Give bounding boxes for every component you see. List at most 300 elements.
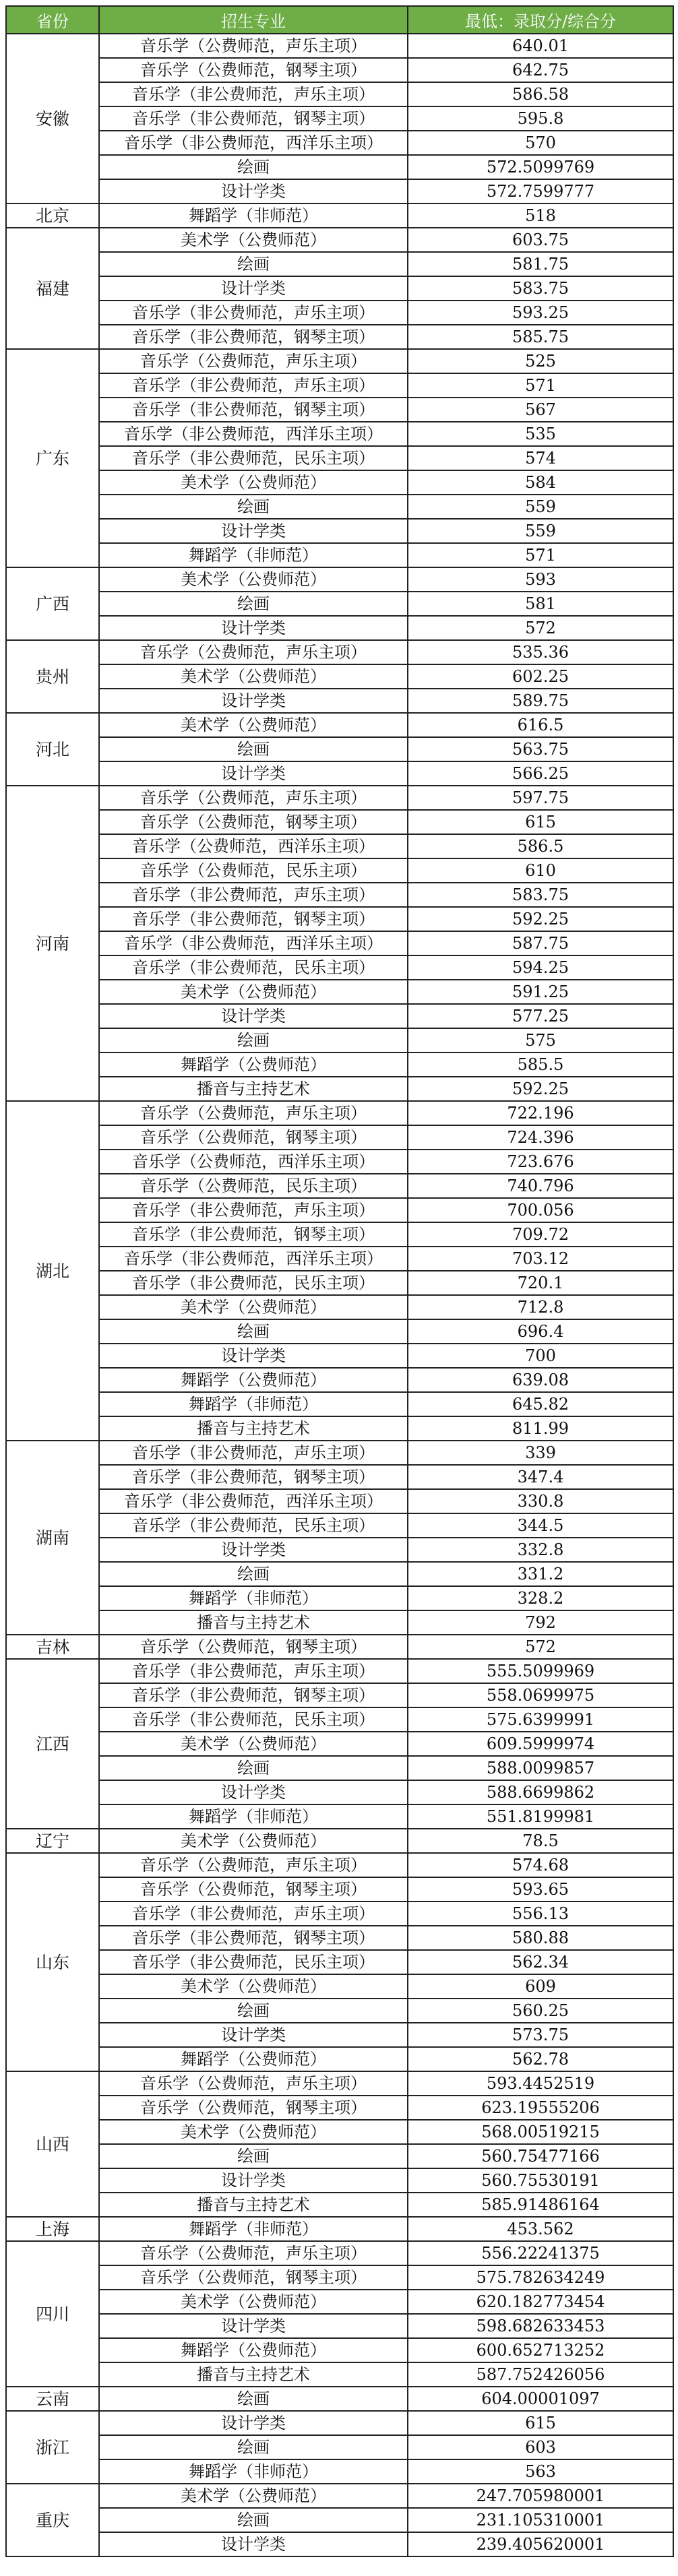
score-cell: 792 (408, 1610, 673, 1635)
major-cell: 音乐学（非公费师范，西洋乐主项） (99, 422, 408, 446)
score-cell: 556.22241375 (408, 2241, 673, 2265)
major-cell: 音乐学（非公费师范，民乐主项） (99, 1950, 408, 1974)
major-cell: 音乐学（公费师范，声乐主项） (99, 1101, 408, 1125)
major-cell: 设计学类 (99, 1538, 408, 1562)
score-cell: 592.25 (408, 1077, 673, 1101)
table-row (6, 1562, 673, 1586)
province-cell: 湖北 (6, 1101, 99, 1441)
major-cell: 绘画 (99, 2387, 408, 2411)
major-cell: 播音与主持艺术 (99, 1610, 408, 1635)
table-row (6, 301, 673, 325)
table-row (6, 1247, 673, 1271)
table-row (6, 955, 673, 980)
major-cell: 音乐学（公费师范，西洋乐主项） (99, 1150, 408, 1174)
major-cell: 美术学（公费师范） (99, 1295, 408, 1319)
major-cell: 音乐学（公费师范，钢琴主项） (99, 1877, 408, 1902)
major-cell: 音乐学（非公费师范，钢琴主项） (99, 325, 408, 349)
major-cell: 设计学类 (99, 276, 408, 301)
major-cell: 音乐学（公费师范，声乐主项） (99, 2071, 408, 2096)
major-cell: 音乐学（非公费师范，声乐主项） (99, 1441, 408, 1465)
score-cell: 567 (408, 398, 673, 422)
major-cell: 舞蹈学（非师范） (99, 2459, 408, 2484)
major-cell: 舞蹈学（非师范） (99, 2217, 408, 2241)
major-cell: 舞蹈学（公费师范） (99, 2338, 408, 2362)
major-cell: 音乐学（非公费师范，民乐主项） (99, 1271, 408, 1295)
score-cell: 562.34 (408, 1950, 673, 1974)
score-cell: 597.75 (408, 786, 673, 810)
table-row (6, 2435, 673, 2459)
score-cell: 589.75 (408, 689, 673, 713)
score-cell: 571 (408, 373, 673, 398)
table-row (6, 398, 673, 422)
major-cell: 绘画 (99, 1756, 408, 1780)
score-cell: 572 (408, 616, 673, 640)
province-cell: 浙江 (6, 2411, 99, 2484)
province-cell: 重庆 (6, 2484, 99, 2556)
major-cell: 音乐学（非公费师范，钢琴主项） (99, 1683, 408, 1707)
province-cell: 山西 (6, 2071, 99, 2217)
table-row (6, 106, 673, 131)
major-cell: 音乐学（公费师范，声乐主项） (99, 349, 408, 373)
table-row (6, 179, 673, 203)
score-cell: 639.08 (408, 1368, 673, 1392)
score-cell: 344.5 (408, 1513, 673, 1538)
major-cell: 音乐学（公费师范，民乐主项） (99, 858, 408, 883)
table-row (6, 1368, 673, 1392)
score-cell: 640.01 (408, 34, 673, 58)
major-cell: 音乐学（非公费师范，钢琴主项） (99, 106, 408, 131)
table-row (6, 2071, 673, 2096)
major-cell: 舞蹈学（非师范） (99, 1392, 408, 1416)
score-cell: 556.13 (408, 1902, 673, 1926)
major-cell: 音乐学（公费师范，钢琴主项） (99, 2265, 408, 2290)
table-row (6, 1586, 673, 1610)
score-cell: 603 (408, 2435, 673, 2459)
major-cell: 绘画 (99, 2144, 408, 2168)
province-cell: 河北 (6, 713, 99, 786)
table-row (6, 883, 673, 907)
score-cell: 740.796 (408, 1174, 673, 1198)
table-row (6, 1392, 673, 1416)
score-cell: 720.1 (408, 1271, 673, 1295)
table-row (6, 1271, 673, 1295)
score-cell: 581 (408, 592, 673, 616)
major-cell: 音乐学（非公费师范，西洋乐主项） (99, 131, 408, 155)
score-cell: 560.75477166 (408, 2144, 673, 2168)
admission-score-table-container (5, 5, 673, 2557)
score-cell: 78.5 (408, 1829, 673, 1853)
score-cell: 722.196 (408, 1101, 673, 1125)
score-cell: 563.75 (408, 737, 673, 761)
table-row (6, 2411, 673, 2435)
score-cell: 700 (408, 1344, 673, 1368)
major-cell: 舞蹈学（公费师范） (99, 1053, 408, 1077)
major-cell: 音乐学（非公费师范，西洋乐主项） (99, 1247, 408, 1271)
major-cell: 绘画 (99, 737, 408, 761)
table-row (6, 1610, 673, 1635)
score-cell: 602.25 (408, 664, 673, 689)
table-row (6, 2193, 673, 2217)
table-row (6, 2532, 673, 2556)
major-cell: 舞蹈学（公费师范） (99, 2047, 408, 2071)
table-row (6, 1659, 673, 1683)
major-cell: 音乐学（非公费师范，声乐主项） (99, 301, 408, 325)
table-row (6, 2362, 673, 2387)
table-row (6, 1028, 673, 1053)
table-row (6, 2290, 673, 2314)
score-cell: 328.2 (408, 1586, 673, 1610)
table-row (6, 131, 673, 155)
score-cell: 585.75 (408, 325, 673, 349)
table-body (6, 34, 673, 2556)
province-cell: 贵州 (6, 640, 99, 713)
table-row (6, 810, 673, 834)
table-row (6, 1853, 673, 1877)
score-cell: 642.75 (408, 58, 673, 82)
table-row (6, 1053, 673, 1077)
score-cell: 609 (408, 1974, 673, 1999)
major-cell: 设计学类 (99, 2023, 408, 2047)
table-row (6, 1829, 673, 1853)
header-major: 招生专业 (99, 6, 408, 34)
admission-score-table (5, 5, 674, 2557)
table-row (6, 276, 673, 301)
score-cell: 587.752426056 (408, 2362, 673, 2387)
major-cell: 音乐学（非公费师范，声乐主项） (99, 1198, 408, 1222)
major-cell: 绘画 (99, 1319, 408, 1344)
score-cell: 600.652713252 (408, 2338, 673, 2362)
table-row (6, 1780, 673, 1804)
score-cell: 696.4 (408, 1319, 673, 1344)
major-cell: 设计学类 (99, 179, 408, 203)
score-cell: 247.705980001 (408, 2484, 673, 2508)
major-cell: 美术学（公费师范） (99, 228, 408, 252)
table-row (6, 931, 673, 955)
table-row (6, 1150, 673, 1174)
score-cell: 603.75 (408, 228, 673, 252)
major-cell: 音乐学（公费师范，声乐主项） (99, 1853, 408, 1877)
table-row (6, 616, 673, 640)
table-row (6, 1077, 673, 1101)
table-row (6, 1513, 673, 1538)
score-cell: 588.0099857 (408, 1756, 673, 1780)
major-cell: 美术学（公费师范） (99, 1829, 408, 1853)
score-cell: 581.75 (408, 252, 673, 276)
score-cell: 568.00519215 (408, 2120, 673, 2144)
table-row (6, 446, 673, 470)
score-cell: 571 (408, 543, 673, 567)
major-cell: 舞蹈学（非师范） (99, 203, 408, 228)
table-row (6, 1101, 673, 1125)
score-cell: 231.105310001 (408, 2508, 673, 2532)
major-cell: 设计学类 (99, 2168, 408, 2193)
table-row (6, 664, 673, 689)
score-cell: 615 (408, 2411, 673, 2435)
table-row (6, 1489, 673, 1513)
score-cell: 620.182773454 (408, 2290, 673, 2314)
table-row (6, 252, 673, 276)
major-cell: 绘画 (99, 1028, 408, 1053)
score-cell: 615 (408, 810, 673, 834)
score-cell: 583.75 (408, 276, 673, 301)
major-cell: 设计学类 (99, 519, 408, 543)
major-cell: 音乐学（公费师范，钢琴主项） (99, 1635, 408, 1659)
major-cell: 音乐学（非公费师范，钢琴主项） (99, 1222, 408, 1247)
major-cell: 绘画 (99, 1562, 408, 1586)
table-row (6, 2508, 673, 2532)
score-cell: 558.0699975 (408, 1683, 673, 1707)
score-cell: 566.25 (408, 761, 673, 786)
table-row (6, 858, 673, 883)
score-cell: 574 (408, 446, 673, 470)
major-cell: 美术学（公费师范） (99, 1974, 408, 1999)
score-cell: 339 (408, 1441, 673, 1465)
score-cell: 580.88 (408, 1926, 673, 1950)
major-cell: 设计学类 (99, 2532, 408, 2556)
score-cell: 598.682633453 (408, 2314, 673, 2338)
score-cell: 587.75 (408, 931, 673, 955)
major-cell: 设计学类 (99, 761, 408, 786)
table-row (6, 519, 673, 543)
major-cell: 美术学（公费师范） (99, 2120, 408, 2144)
score-cell: 535 (408, 422, 673, 446)
major-cell: 播音与主持艺术 (99, 2362, 408, 2387)
score-cell: 572 (408, 1635, 673, 1659)
table-row (6, 1295, 673, 1319)
province-cell: 上海 (6, 2217, 99, 2241)
score-cell: 594.25 (408, 955, 673, 980)
score-cell: 573.75 (408, 2023, 673, 2047)
header-province: 省份 (6, 6, 99, 34)
score-cell: 811.99 (408, 1416, 673, 1441)
score-cell: 593.4452519 (408, 2071, 673, 2096)
table-row (6, 1538, 673, 1562)
score-cell: 586.58 (408, 82, 673, 106)
table-row (6, 34, 673, 58)
score-cell: 525 (408, 349, 673, 373)
table-row (6, 1635, 673, 1659)
province-cell: 辽宁 (6, 1829, 99, 1853)
major-cell: 音乐学（公费师范，声乐主项） (99, 2241, 408, 2265)
table-row (6, 1683, 673, 1707)
major-cell: 音乐学（非公费师范，民乐主项） (99, 1707, 408, 1732)
major-cell: 音乐学（非公费师范，民乐主项） (99, 446, 408, 470)
score-cell: 609.5999974 (408, 1732, 673, 1756)
major-cell: 音乐学（非公费师范，声乐主项） (99, 1902, 408, 1926)
major-cell: 美术学（公费师范） (99, 664, 408, 689)
major-cell: 舞蹈学（公费师范） (99, 1368, 408, 1392)
score-cell: 574.68 (408, 1853, 673, 1877)
major-cell: 音乐学（公费师范，声乐主项） (99, 34, 408, 58)
province-cell: 广西 (6, 567, 99, 640)
province-cell: 四川 (6, 2241, 99, 2387)
table-row (6, 228, 673, 252)
score-cell: 575.6399991 (408, 1707, 673, 1732)
table-row (6, 1707, 673, 1732)
table-row (6, 495, 673, 519)
major-cell: 美术学（公费师范） (99, 980, 408, 1004)
table-row (6, 834, 673, 858)
score-cell: 559 (408, 519, 673, 543)
table-row (6, 1198, 673, 1222)
table-row (6, 2459, 673, 2484)
major-cell: 绘画 (99, 2435, 408, 2459)
major-cell: 播音与主持艺术 (99, 2193, 408, 2217)
major-cell: 设计学类 (99, 616, 408, 640)
table-row (6, 2096, 673, 2120)
table-row (6, 1222, 673, 1247)
score-cell: 709.72 (408, 1222, 673, 1247)
table-row (6, 2168, 673, 2193)
major-cell: 音乐学（公费师范，声乐主项） (99, 640, 408, 664)
table-row (6, 1902, 673, 1926)
score-cell: 588.6699862 (408, 1780, 673, 1804)
table-row (6, 1974, 673, 1999)
score-cell: 610 (408, 858, 673, 883)
score-cell: 585.91486164 (408, 2193, 673, 2217)
score-cell: 518 (408, 203, 673, 228)
major-cell: 音乐学（公费师范，西洋乐主项） (99, 834, 408, 858)
score-cell: 645.82 (408, 1392, 673, 1416)
major-cell: 音乐学（非公费师范，钢琴主项） (99, 907, 408, 931)
table-row (6, 1319, 673, 1344)
table-row (6, 2120, 673, 2144)
major-cell: 音乐学（非公费师范，声乐主项） (99, 883, 408, 907)
score-cell: 586.5 (408, 834, 673, 858)
major-cell: 音乐学（非公费师范，声乐主项） (99, 373, 408, 398)
score-cell: 575.782634249 (408, 2265, 673, 2290)
major-cell: 美术学（公费师范） (99, 713, 408, 737)
table-row (6, 1732, 673, 1756)
table-row (6, 907, 673, 931)
score-cell: 723.676 (408, 1150, 673, 1174)
table-row (6, 640, 673, 664)
table-row (6, 82, 673, 106)
score-cell: 560.25 (408, 1999, 673, 2023)
major-cell: 设计学类 (99, 689, 408, 713)
score-cell: 700.056 (408, 1198, 673, 1222)
table-row (6, 203, 673, 228)
table-row (6, 1465, 673, 1489)
major-cell: 音乐学（公费师范，声乐主项） (99, 786, 408, 810)
major-cell: 绘画 (99, 252, 408, 276)
score-cell: 330.8 (408, 1489, 673, 1513)
score-cell: 593.25 (408, 301, 673, 325)
major-cell: 设计学类 (99, 2314, 408, 2338)
major-cell: 舞蹈学（非师范） (99, 543, 408, 567)
major-cell: 舞蹈学（非师范） (99, 1586, 408, 1610)
province-cell: 山东 (6, 1853, 99, 2071)
major-cell: 美术学（公费师范） (99, 2290, 408, 2314)
table-row (6, 689, 673, 713)
major-cell: 绘画 (99, 592, 408, 616)
table-row (6, 2338, 673, 2362)
table-row (6, 1441, 673, 1465)
table-row (6, 2217, 673, 2241)
table-row (6, 786, 673, 810)
table-row (6, 1004, 673, 1028)
table-row (6, 325, 673, 349)
score-cell: 572.7599777 (408, 179, 673, 203)
table-row (6, 2144, 673, 2168)
major-cell: 音乐学（非公费师范，民乐主项） (99, 1513, 408, 1538)
table-row (6, 980, 673, 1004)
score-cell: 551.8199981 (408, 1804, 673, 1829)
province-cell: 湖南 (6, 1441, 99, 1635)
score-cell: 616.5 (408, 713, 673, 737)
score-cell: 595.8 (408, 106, 673, 131)
score-cell: 570 (408, 131, 673, 155)
province-cell: 北京 (6, 203, 99, 228)
major-cell: 美术学（公费师范） (99, 567, 408, 592)
major-cell: 绘画 (99, 495, 408, 519)
province-cell: 福建 (6, 228, 99, 349)
province-cell: 河南 (6, 786, 99, 1101)
table-row (6, 1174, 673, 1198)
table-row (6, 1877, 673, 1902)
table-row (6, 2241, 673, 2265)
table-row (6, 567, 673, 592)
table-row (6, 2314, 673, 2338)
major-cell: 美术学（公费师范） (99, 470, 408, 495)
table-row (6, 58, 673, 82)
table-row (6, 1999, 673, 2023)
score-cell: 555.5099969 (408, 1659, 673, 1683)
table-row (6, 1950, 673, 1974)
table-row (6, 592, 673, 616)
table-row (6, 1416, 673, 1441)
score-cell: 593.65 (408, 1877, 673, 1902)
major-cell: 音乐学（非公费师范，民乐主项） (99, 955, 408, 980)
major-cell: 音乐学（公费师范，钢琴主项） (99, 1125, 408, 1150)
score-cell: 724.396 (408, 1125, 673, 1150)
table-row (6, 1926, 673, 1950)
major-cell: 绘画 (99, 1999, 408, 2023)
table-row (6, 2265, 673, 2290)
table-row (6, 1804, 673, 1829)
major-cell: 播音与主持艺术 (99, 1077, 408, 1101)
major-cell: 音乐学（公费师范，钢琴主项） (99, 810, 408, 834)
major-cell: 音乐学（非公费师范，钢琴主项） (99, 1926, 408, 1950)
score-cell: 592.25 (408, 907, 673, 931)
table-row (6, 1344, 673, 1368)
score-cell: 535.36 (408, 640, 673, 664)
major-cell: 播音与主持艺术 (99, 1416, 408, 1441)
score-cell: 575 (408, 1028, 673, 1053)
major-cell: 音乐学（非公费师范，西洋乐主项） (99, 1489, 408, 1513)
score-cell: 591.25 (408, 980, 673, 1004)
major-cell: 美术学（公费师范） (99, 1732, 408, 1756)
major-cell: 音乐学（非公费师范，钢琴主项） (99, 1465, 408, 1489)
major-cell: 绘画 (99, 2508, 408, 2532)
table-row (6, 761, 673, 786)
major-cell: 舞蹈学（非师范） (99, 1804, 408, 1829)
province-cell: 江西 (6, 1659, 99, 1829)
score-cell: 239.405620001 (408, 2532, 673, 2556)
table-row (6, 155, 673, 179)
table-row (6, 373, 673, 398)
table-row (6, 713, 673, 737)
major-cell: 绘画 (99, 155, 408, 179)
score-cell: 562.78 (408, 2047, 673, 2071)
major-cell: 设计学类 (99, 2411, 408, 2435)
table-row (6, 1756, 673, 1780)
score-cell: 563 (408, 2459, 673, 2484)
header-score: 最低：录取分/综合分 (408, 6, 673, 34)
score-cell: 703.12 (408, 1247, 673, 1271)
table-header-row (6, 6, 673, 34)
major-cell: 音乐学（非公费师范，西洋乐主项） (99, 931, 408, 955)
